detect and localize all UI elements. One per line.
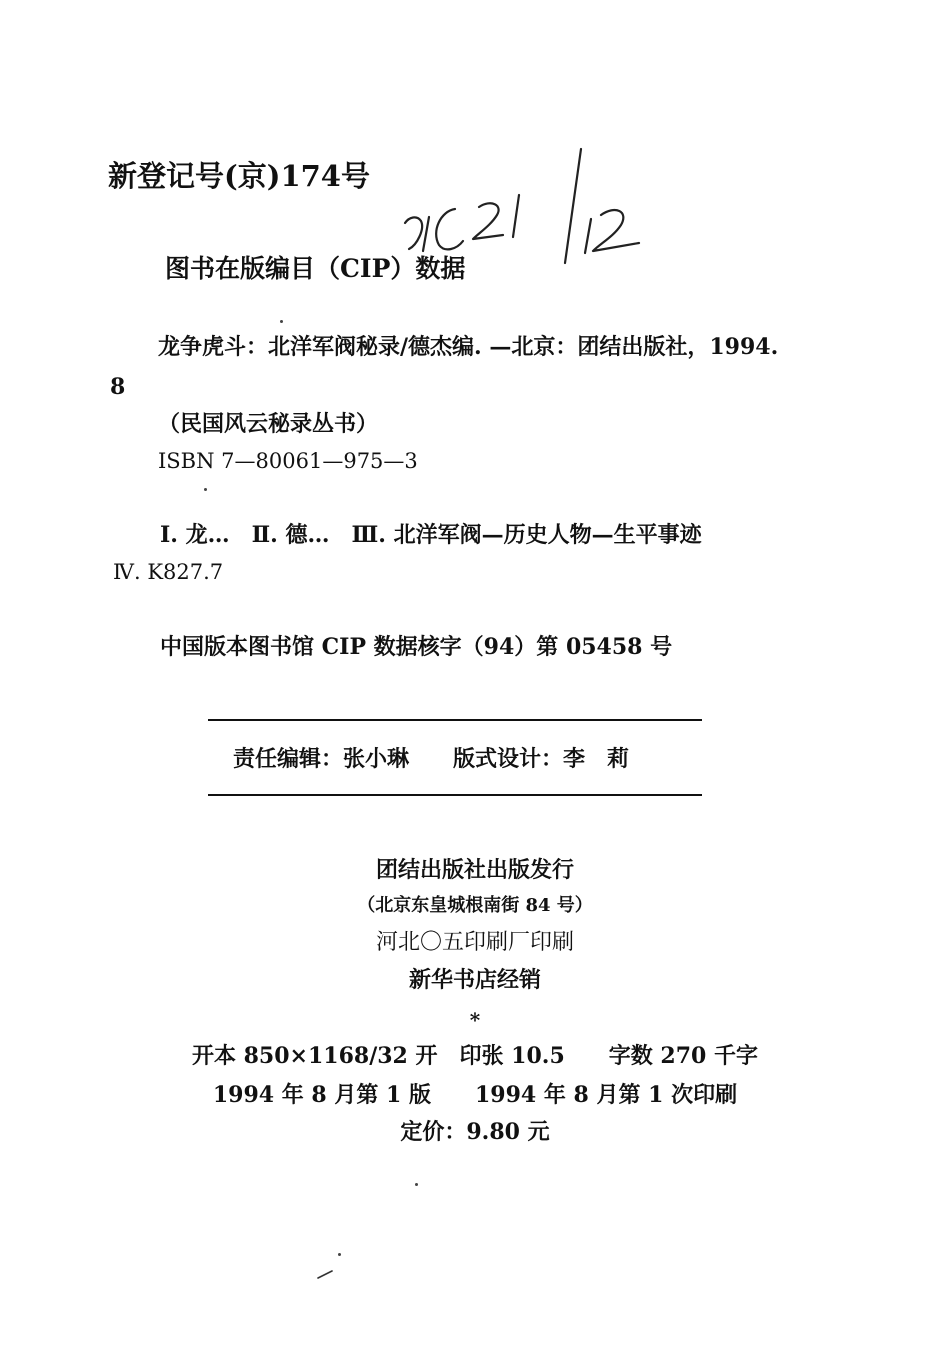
cip-isbn: ISBN 7—80061—975—3 <box>158 449 418 473</box>
cip-series: （民国风云秘录丛书） <box>158 411 379 437</box>
credits-line: 责任编辑：张小琳 版式设计：李 莉 <box>233 746 630 772</box>
publisher-line: 团结出版社出版发行 <box>375 857 574 883</box>
printer-line: 河北〇五印刷厂印刷 <box>375 930 574 955</box>
distributor-line: 新华书店经销 <box>408 967 541 993</box>
scan-speck <box>204 488 207 491</box>
scan-speck <box>338 1253 341 1256</box>
cip-title-line-cont: 8 <box>110 374 126 400</box>
cip-heading: 图书在版编目（CIP）数据 <box>165 254 466 283</box>
registration-number: 新登记号(京)174号 <box>108 159 370 193</box>
top-divider <box>208 719 702 721</box>
separator-asterisk: * <box>469 1008 481 1032</box>
cip-title-line: 龙争虎斗：北洋军阀秘录/德杰编. —北京：团结出版社，1994. <box>158 334 779 360</box>
format-line: 开本 850×1168/32 开 印张 10.5 字数 270 千字 <box>191 1043 759 1069</box>
scan-speck <box>280 320 283 323</box>
scan-speck <box>415 1183 418 1186</box>
cip-classification: Ⅳ. K827.7 <box>113 560 224 584</box>
bottom-divider <box>208 794 702 796</box>
scan-mark <box>316 1268 336 1280</box>
cip-verification: 中国版本图书馆 CIP 数据核字（94）第 05458 号 <box>160 634 673 660</box>
edition-line: 1994 年 8 月第 1 版 1994 年 8 月第 1 次印刷 <box>212 1082 738 1108</box>
price-line: 定价：9.80 元 <box>400 1119 550 1145</box>
publisher-address: （北京东皇城根南街 84 号） <box>357 895 593 916</box>
cip-subjects: Ⅰ. 龙… Ⅱ. 德… Ⅲ. 北洋军阀—历史人物—生平事迹 <box>160 522 702 548</box>
